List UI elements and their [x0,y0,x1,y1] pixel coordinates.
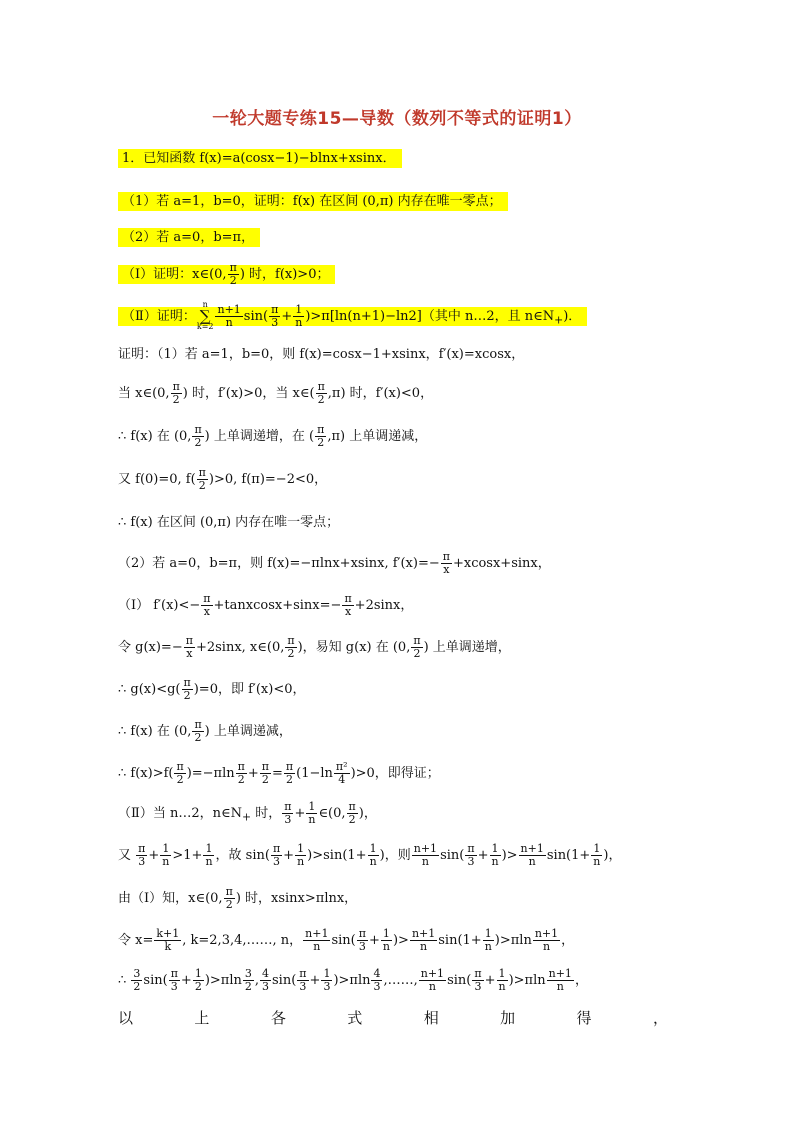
proof-line-9: ∴ g(x)<g( $\frac{\pi}{2}$ )=0，即 f′(x)<0， [118,676,306,702]
proof-line-7: （Ⅰ） f′(x)<− $\frac{\pi}{x}$ +tanxcosx+sinx=− $\frac{\pi}{x}$ +2sinx， [118,592,414,618]
proof-line-10: ∴ f(x) 在 (0, $\frac{\pi}{2}$ ) 上单调递减， [118,718,292,744]
proof-line-4: 又 f(0)=0, f( $\frac{\pi}{2}$ )>0, f(π)=−2<0， [118,466,328,492]
proof-line-2: 当 x∈(0, $\frac{\pi}{2}$ ) 时，f′(x)>0，当 x∈( $\frac{\pi}{2}$ ,π) 时，f′(x)<0， [118,380,434,406]
page-title: 一轮大题专练15—导数（数列不等式的证明1） [212,109,582,129]
proof-line-17: 以 上 各 式 相 加 得 ， [118,1009,668,1027]
proof-line-5: ∴ f(x) 在区间 (0,π) 内存在唯一零点； [118,515,340,530]
proof-line-1: 证明：（1）若 a=1，b=0，则 f(x)=cosx−1+xsinx，f′(x)=xcosx， [118,347,525,362]
part-2-ii-question: （Ⅱ）证明： n ∑ k=2 $\frac{n+1}{n}$ sin( $\frac{\pi}{3}$ + $\frac{1}{n}$ )>π[ln(n+1)−ln2]（其中 n…2，且 $n\in N_+$)． [118,301,587,331]
proof-line-13: 又 $\frac{\pi}{3}$ + $\frac{1}{n}$ >1+ $\frac{1}{n}$ ，故 sin( $\frac{\pi}{3}$ + $\frac{1}{n}$ )>sin(1+ $\frac{1}{n}$ )，则 $\frac{n+1}{n}$ sin( $\frac{\pi}{3}$ + $\frac{1}{n}$ )> $\frac{n+1}{n}$ sin(1+ $\frac{1}{n}$ )， [118,842,622,868]
proof-line-11: ∴ f(x)>f( $\frac{\pi}{2}$ )=−πln $\frac{\pi}{2}$ + $\frac{\pi}{2}$ = $\frac{\pi}{2}$ (1−ln $\frac{\text{π²}}{4}$ )>0，即得证； [118,760,440,786]
proof-line-16: ∴ $\frac{3}{2}$ sin( $\frac{\pi}{3}$ + $\frac{1}{2}$ )>πln $\frac{3}{2}$ , $\frac{4}{3}$ sin( $\frac{\pi}{3}$ + $\frac{1}{3}$ )>πln $\frac{4}{3}$ ,……, $\frac{n+1}{n}$ sin( $\frac{\pi}{3}$ + $\frac{1}{n}$ )>πln $\frac{n+1}{n}$ ， [118,967,588,993]
proof-line-6: （2）若 a=0，b=π，则 f(x)=−πlnx+xsinx, f′(x)=− $\frac{\pi}{x}$ +xcosx+sinx， [118,550,551,576]
proof-line-8: 令 g(x)=− $\frac{\pi}{x}$ +2sinx, x∈(0, $\frac{\pi}{2}$ )，易知 g(x) 在 (0, $\frac{\pi}{2}$ ) 上单调递增， [118,634,511,660]
part-1-question: （1）若 a=1，b=0，证明：f(x) 在区间 (0,π) 内存在唯一零点； [118,191,508,213]
proof-line-15: 令 x= $\frac{k+1}{k}$ , k=2,3,4,……, n， $\frac{n+1}{n}$ sin( $\frac{\pi}{3}$ + $\frac{1}{n}$ )> $\frac{n+1}{n}$ sin(1+ $\frac{1}{n}$ )>πln $\frac{n+1}{n}$ ， [118,927,575,953]
part-2-i-question: （Ⅰ）证明：x∈(0, $\frac{\pi}{2}$ ) 时，f(x)>0； [118,262,335,287]
part-2-question: （2）若 a=0，b=π， [118,227,260,249]
proof-line-3: ∴ f(x) 在 (0, $\frac{\pi}{2}$ ) 上单调递增，在 ( $\frac{\pi}{2}$ ,π) 上单调递减， [118,423,428,449]
proof-line-14: 由（Ⅰ）知，x∈(0, $\frac{\pi}{2}$ ) 时，xsinx>πlnx， [118,885,358,911]
problem-statement: 1．已知函数 f(x)=a(cosx−1)−blnx+xsinx． [118,148,402,170]
proof-line-12: （Ⅱ）当 n…2，$n\in N_+$ 时， $\frac{\pi}{3}$ + $\frac{1}{n}$ ∈(0, $\frac{\pi}{2}$ )， [118,800,377,826]
